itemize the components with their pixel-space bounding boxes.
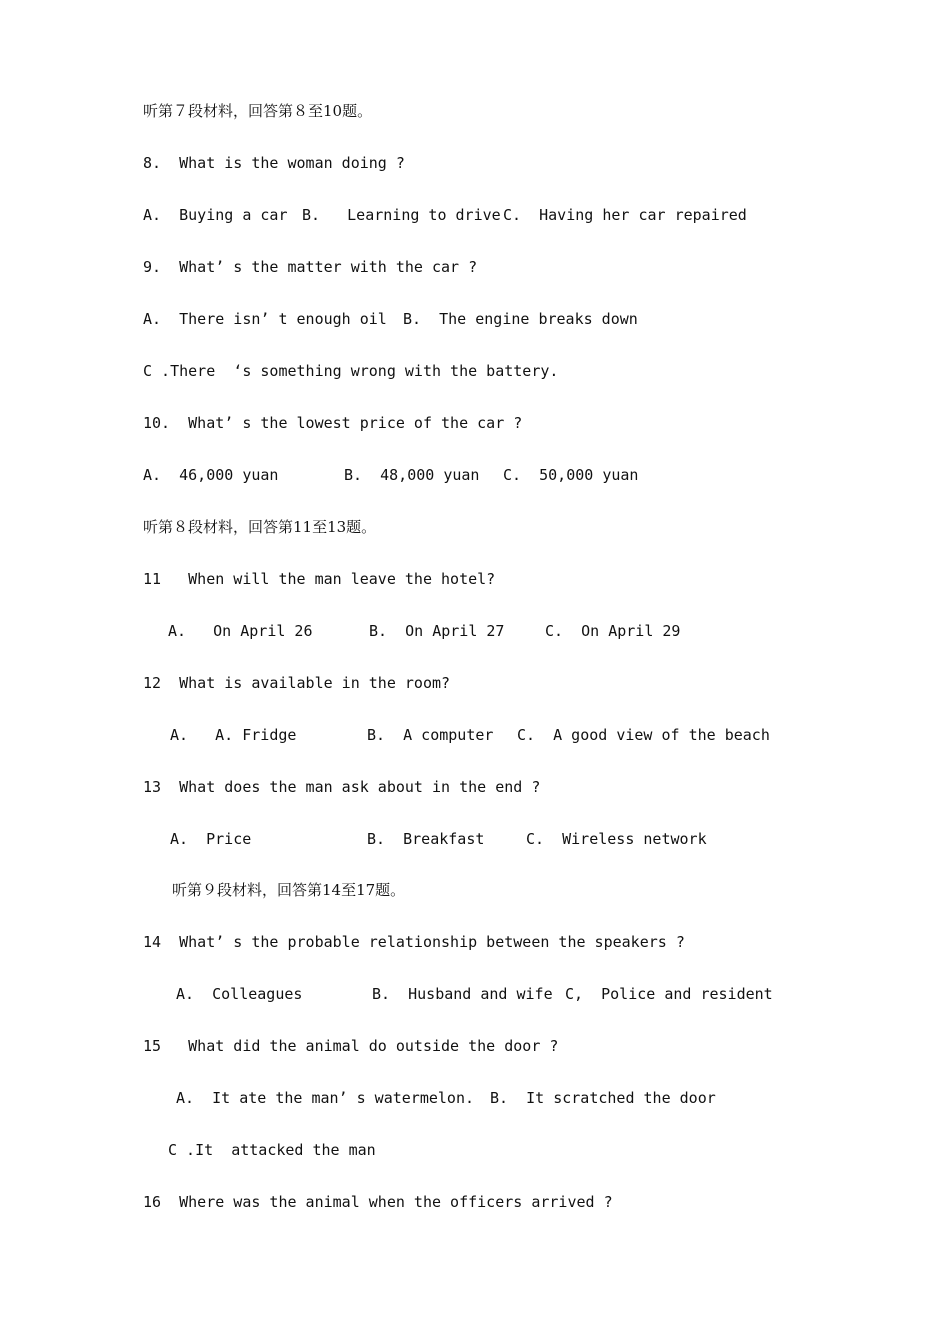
option-b: B. 48,000 yuan [344, 466, 480, 484]
question-8 [0, 153, 405, 213]
question-text: 14 What’ s the probable relationship between the speakers ? [143, 933, 685, 951]
question-10 [0, 413, 523, 473]
question-12 [0, 673, 451, 733]
option-a: A. Colleagues [176, 985, 303, 1003]
question-15-option-c [0, 1140, 376, 1200]
option-a: A. On April 26 [168, 622, 313, 640]
option-b: B. The engine breaks down [403, 310, 638, 328]
option-b: B. Learning to drive [302, 206, 501, 224]
option-c: C. On April 29 [545, 622, 681, 640]
question-text: 16 Where was the animal when the officers arrived ? [143, 1193, 613, 1211]
question-text: 13 What does the man ask about in the end ? [143, 778, 541, 796]
section-heading-text: 听第７段材料，回答第８至10题。 [143, 102, 373, 120]
question-11 [0, 569, 496, 629]
question-9-option-c [0, 361, 559, 421]
option-b: B. Breakfast [367, 830, 485, 848]
question-text: 11 When will the man leave the hotel? [143, 570, 496, 588]
option-a: A. Price [170, 830, 252, 848]
section-heading-text: 听第９段材料，回答第14至17题。 [172, 881, 406, 899]
option-c: C. Having her car repaired [503, 206, 747, 224]
option-b: B. On April 27 [369, 622, 505, 640]
section-heading [0, 517, 377, 577]
option-c: C .It attacked the man [168, 1141, 376, 1159]
option-b: B. It scratched the door [490, 1089, 716, 1107]
option-c: C, Police and resident [565, 985, 773, 1003]
question-text: 10. What’ s the lowest price of the car ? [143, 414, 523, 432]
question-13 [0, 777, 541, 837]
question-16 [0, 1192, 613, 1252]
option-a: A. A. Fridge [170, 726, 297, 744]
section-heading [0, 880, 406, 940]
question-14 [0, 932, 685, 992]
option-b: B. A computer [367, 726, 494, 744]
question-15 [0, 1036, 559, 1096]
option-c: C. Wireless network [526, 830, 707, 848]
question-text: 15 What did the animal do outside the door ? [143, 1037, 559, 1055]
option-a: A. There isn’ t enough oil [143, 310, 387, 328]
option-c: C. A good view of the beach [517, 726, 770, 744]
section-heading-text: 听第８段材料，回答第11至13题。 [143, 518, 377, 536]
option-a: A. Buying a car [143, 206, 288, 224]
option-b: B. Husband and wife [372, 985, 553, 1003]
question-text: 9. What’ s the matter with the car ? [143, 258, 478, 276]
question-text: 12 What is available in the room? [143, 674, 451, 692]
option-c: C .There ‘s something wrong with the battery. [143, 362, 559, 380]
question-9 [0, 257, 478, 317]
option-a: A. It ate the man’ s watermelon. [176, 1089, 475, 1107]
section-heading [0, 101, 373, 161]
question-text: 8. What is the woman doing ? [143, 154, 405, 172]
option-a: A. 46,000 yuan [143, 466, 279, 484]
option-c: C. 50,000 yuan [503, 466, 639, 484]
